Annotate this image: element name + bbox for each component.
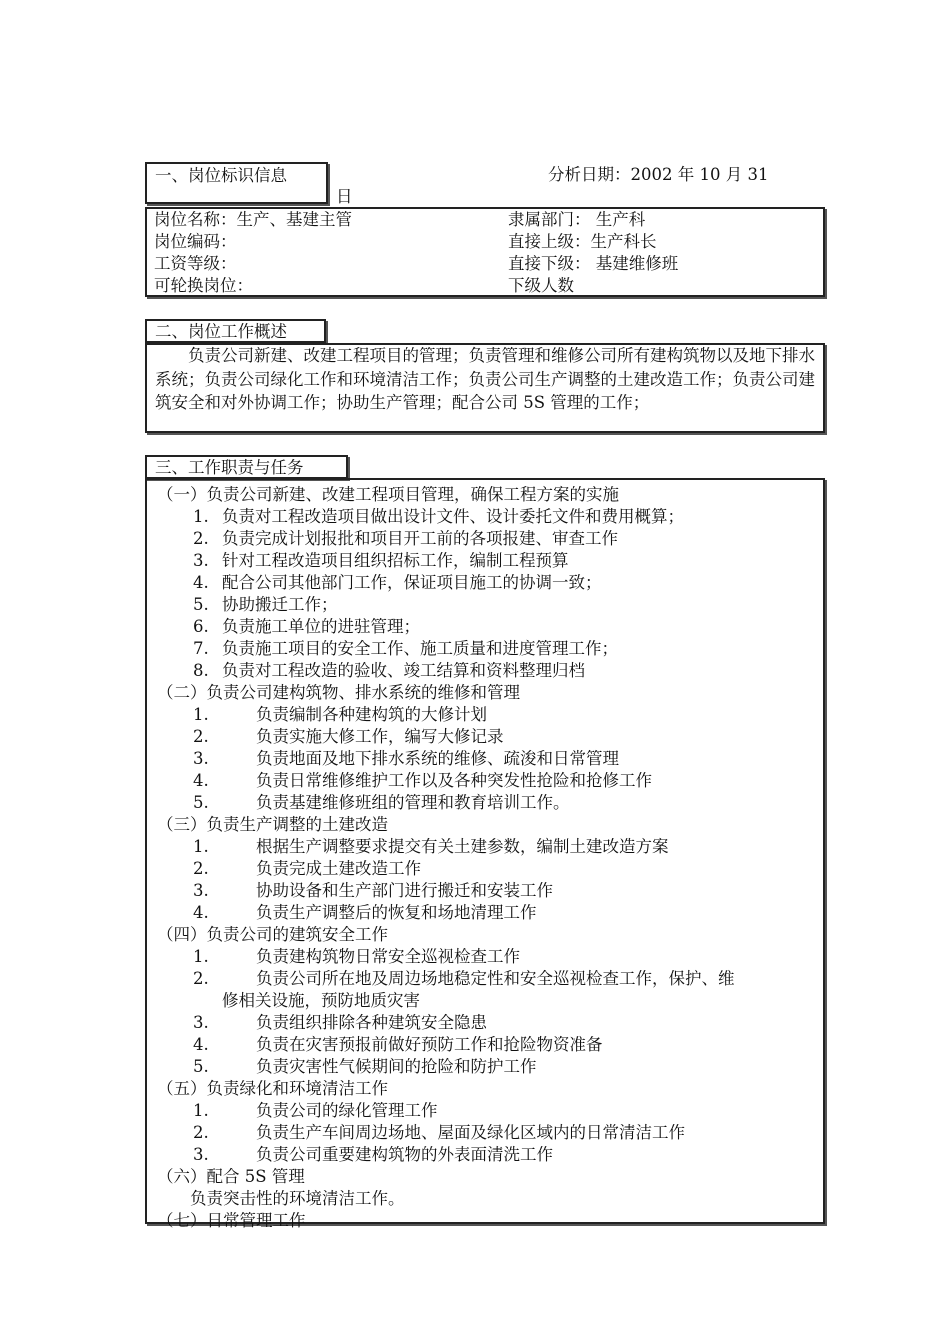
duty-group-heading: （二）负责公司建构筑物、排水系统的维修和管理	[157, 683, 520, 702]
duty-item-text: 负责对工程改造的验收、竣工结算和资料整理归档	[222, 661, 585, 680]
duty-item-text: 负责完成土建改造工作	[256, 859, 421, 878]
duty-item-number: 3.	[193, 551, 209, 570]
analysis-date: 分析日期：2002 年 10 月 31	[548, 165, 769, 184]
duty-item-text: 负责编制各种建构筑的大修计划	[256, 705, 487, 724]
duty-item-text: 配合公司其他部门工作，保证项目施工的协调一致；	[222, 573, 602, 592]
duty-item	[147, 946, 823, 968]
duty-item-number: 2.	[193, 727, 209, 746]
duty-item-number: 6.	[193, 617, 209, 636]
duty-item	[147, 726, 823, 748]
duties-list	[147, 484, 823, 1232]
duty-item-continuation: 修相关设施，预防地质灾害	[222, 991, 420, 1010]
duty-item	[147, 858, 823, 880]
duty-item-text: 负责施工单位的进驻管理；	[222, 617, 420, 636]
duty-item-text: 针对工程改造项目组织招标工作，编制工程预算	[222, 551, 569, 570]
duty-item-text: 协助搬迁工作；	[222, 595, 338, 614]
duty-plain-line: 负责突击性的环境清洁工作。	[190, 1189, 405, 1208]
duty-item-number: 5.	[193, 595, 209, 614]
duty-item	[147, 1144, 823, 1166]
duties-box	[145, 478, 825, 1230]
duty-item-number: 5.	[193, 1057, 209, 1076]
duty-item-number: 2.	[193, 969, 209, 988]
duty-item	[147, 1100, 823, 1122]
duty-item	[147, 660, 823, 682]
duty-item	[147, 1056, 823, 1078]
duty-item-number: 8.	[193, 661, 209, 680]
duty-item	[147, 1122, 823, 1144]
duty-item	[147, 638, 823, 660]
duty-item	[147, 506, 823, 528]
duty-item-text: 负责生产车间周边场地、屋面及绿化区域内的日常清洁工作	[256, 1123, 685, 1142]
duty-item-text: 负责完成计划报批和项目开工前的各项报建、审查工作	[222, 529, 618, 548]
duty-item-text: 根据生产调整要求提交有关土建参数，编制土建改造方案	[256, 837, 669, 856]
duty-item-text: 负责日常维修维护工作以及各种突发性抢险和抢修工作	[256, 771, 652, 790]
section2-heading: 二、岗位工作概述	[155, 322, 287, 341]
field-salary-grade: 工资等级：	[154, 254, 237, 273]
field-rotation-post: 可轮换岗位：	[154, 276, 253, 295]
analysis-date-tail: 日	[336, 187, 353, 206]
duty-item	[147, 968, 823, 990]
duty-item	[147, 1012, 823, 1034]
duty-item-number: 1.	[193, 947, 209, 966]
duty-item-text: 负责基建维修班组的管理和教育培训工作。	[256, 793, 570, 812]
duty-item-number: 3.	[193, 881, 209, 900]
duty-item-number: 3.	[193, 1145, 209, 1164]
section1-heading-box	[145, 162, 328, 204]
duty-item-number: 4.	[193, 1035, 209, 1054]
duty-item-text: 负责地面及地下排水系统的维修、疏浚和日常管理	[256, 749, 619, 768]
duty-item-number: 2.	[193, 1123, 209, 1142]
field-post-code: 岗位编码：	[154, 232, 237, 251]
duty-item	[147, 616, 823, 638]
duty-item	[147, 792, 823, 814]
duty-item-number: 4.	[193, 903, 209, 922]
field-direct-subordinate: 直接下级： 基建维修班	[508, 254, 679, 273]
duty-item	[147, 748, 823, 770]
duty-item-text: 负责灾害性气候期间的抢险和防护工作	[256, 1057, 537, 1076]
duty-item-text: 协助设备和生产部门进行搬迁和安装工作	[256, 881, 553, 900]
duty-item-number: 1.	[193, 507, 209, 526]
duty-item-text: 负责组织排除各种建筑安全隐患	[256, 1013, 487, 1032]
duty-item-text: 负责建构筑物日常安全巡视检查工作	[256, 947, 520, 966]
duty-item-text: 负责公司所在地及周边场地稳定性和安全巡视检查工作，保护、维	[256, 969, 735, 988]
duty-item-number: 1.	[193, 705, 209, 724]
duty-item-number: 7.	[193, 639, 209, 658]
duty-item-number: 2.	[193, 529, 209, 548]
duty-item-text: 负责公司重要建构筑物的外表面清洗工作	[256, 1145, 553, 1164]
duty-item-text: 负责对工程改造项目做出设计文件、设计委托文件和费用概算；	[222, 507, 684, 526]
duty-group-heading: （六）配合 5S 管理	[157, 1167, 305, 1186]
duty-item-number: 4.	[193, 771, 209, 790]
field-direct-superior: 直接上级：生产科长	[508, 232, 657, 251]
duty-item	[147, 572, 823, 594]
section2-summary-box	[145, 343, 825, 433]
section3-heading: 三、工作职责与任务	[155, 458, 304, 477]
job-summary: 负责公司新建、改建工程项目的管理；负责管理和维修公司所有建构筑物以及地下排水系统；负责公司绿化工作和环境清洁工作；负责公司生产调整的土建改造工作；负责公司建筑安全和对外协调工作；协助生产管理；配合公司 5S 管理的工作；	[155, 346, 815, 412]
duty-item	[147, 902, 823, 924]
duty-item-number: 4.	[193, 573, 209, 592]
duty-item	[147, 770, 823, 792]
duty-group-heading: （四）负责公司的建筑安全工作	[157, 925, 388, 944]
duty-item-text: 负责实施大修工作，编写大修记录	[256, 727, 504, 746]
duty-item-number: 3.	[193, 749, 209, 768]
section2-heading-box	[145, 319, 326, 343]
duty-item-number: 5.	[193, 793, 209, 812]
duty-group-heading: （三）负责生产调整的土建改造	[157, 815, 388, 834]
duty-item	[147, 836, 823, 858]
duty-item-number: 1.	[193, 1101, 209, 1120]
duty-item-number: 1.	[193, 837, 209, 856]
section1-heading: 一、岗位标识信息	[155, 166, 287, 185]
duty-item-text: 负责生产调整后的恢复和场地清理工作	[256, 903, 537, 922]
duty-group-heading: （一）负责公司新建、改建工程项目管理，确保工程方案的实施	[157, 485, 619, 504]
duty-item-text: 负责在灾害预报前做好预防工作和抢险物资准备	[256, 1035, 603, 1054]
field-post-name: 岗位名称：生产、基建主管	[154, 210, 352, 229]
duty-item-text: 负责施工项目的安全工作、施工质量和进度管理工作；	[222, 639, 618, 658]
duty-item	[147, 880, 823, 902]
duty-group-heading: （五）负责绿化和环境清洁工作	[157, 1079, 388, 1098]
duty-item	[147, 1034, 823, 1056]
section3-heading-box	[145, 455, 348, 479]
duty-item-text: 负责公司的绿化管理工作	[256, 1101, 438, 1120]
duty-group-heading: （七）日常管理工作	[157, 1211, 306, 1230]
duty-item	[147, 704, 823, 726]
field-department: 隶属部门： 生产科	[508, 210, 646, 229]
duty-item	[147, 594, 823, 616]
field-subordinate-count: 下级人数	[508, 276, 574, 295]
duty-item-number: 2.	[193, 859, 209, 878]
duty-item	[147, 528, 823, 550]
duty-item	[147, 550, 823, 572]
duty-item-number: 3.	[193, 1013, 209, 1032]
